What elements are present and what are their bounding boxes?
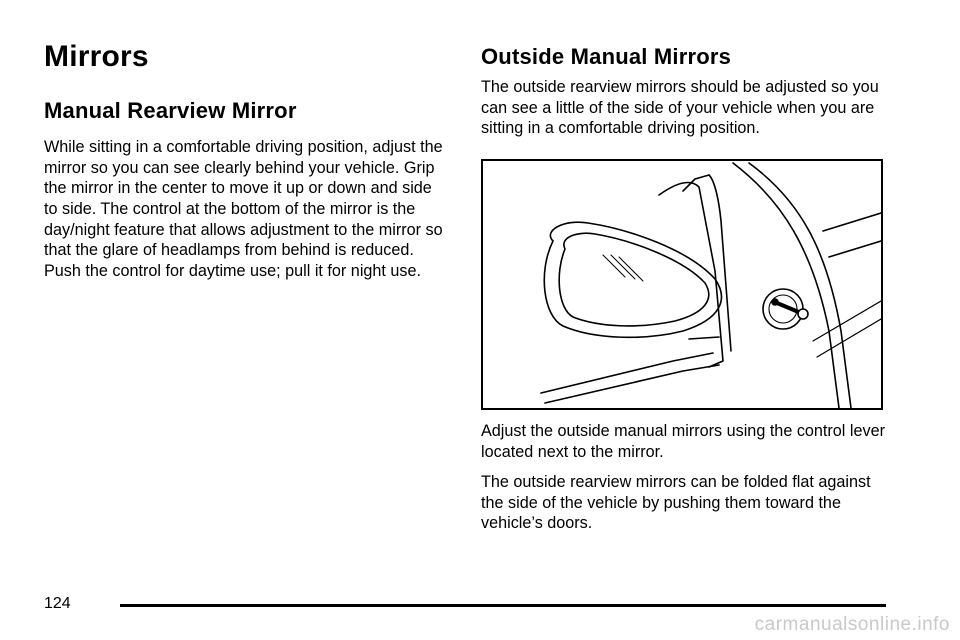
right-column: [481, 44, 891, 534]
outside-mirror-figure: [481, 159, 883, 410]
left-column: [44, 40, 449, 281]
page-title: Mirrors: [44, 40, 149, 73]
manual-rearview-mirror-heading: Manual Rearview Mirror: [44, 98, 297, 123]
outside-mirrors-fold-paragraph: The outside rearview mirrors can be folded flat against the side of the vehicle by pushing them toward the vehicle’s doors.: [481, 473, 871, 533]
outside-mirrors-adjust-paragraph: Adjust the outside manual mirrors using the control lever located next to the mirror.: [481, 422, 885, 461]
outside-manual-mirrors-heading: Outside Manual Mirrors: [481, 44, 732, 69]
page-number: 124: [44, 595, 71, 612]
footer-rule: [120, 604, 886, 607]
outside-mirrors-intro-paragraph: The outside rearview mirrors should be adjusted so you can see a little of the side of your vehicle when you are sitting in a comfortable driving position.: [481, 78, 879, 138]
manual-rearview-mirror-paragraph: While sitting in a comfortable driving position, adjust the mirror so you can see clearly behind your vehicle. Grip the mirror in the center to move it up or down and side to side. The control at the bottom of the mirror is the day/night feature that allows adjustment to the mirror so that the glare of headlamps from behind is reduced. Push the control for daytime use; pull it for night use.: [44, 138, 443, 280]
outside-mirror-illustration-icon: [483, 161, 881, 408]
watermark: carmanualsonline.info: [754, 614, 950, 635]
